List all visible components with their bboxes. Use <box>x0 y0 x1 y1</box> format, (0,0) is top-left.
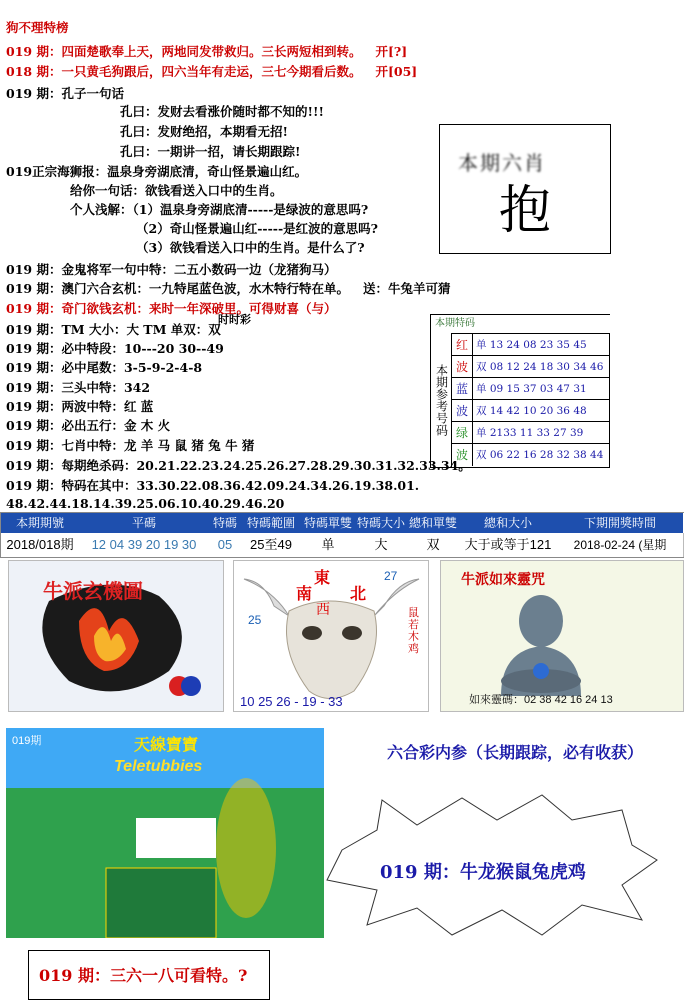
color-numbers: 双 06 22 16 28 32 38 44 <box>476 449 604 461</box>
line-period: 019 <box>6 164 33 179</box>
summary-header: 特碼 <box>209 513 242 533</box>
text-line <box>6 64 417 80</box>
skull-right: 北 <box>350 586 367 603</box>
skull-footer: 10 25 26 - 19 - 33 <box>240 694 343 709</box>
skull-left: 南 <box>296 586 313 603</box>
prediction-character: 抱 <box>498 181 551 241</box>
line-text: 两波中特：红 蓝 <box>61 399 154 414</box>
skull-image-card <box>233 560 429 712</box>
text-line <box>136 240 365 256</box>
summary-header: 特碼大小 <box>355 513 408 533</box>
color-wave-table <box>430 314 610 468</box>
text-line <box>6 478 419 494</box>
summary-cell: 大 <box>355 533 408 557</box>
color-numbers: 单 2133 11 33 27 39 <box>476 427 584 439</box>
line-period: 018 期： <box>6 64 62 79</box>
line-period: 019 期： <box>6 399 62 414</box>
buddha-title: 牛派如來靈咒 <box>461 571 545 587</box>
skull-number-a: 27 <box>384 569 398 583</box>
line-text: 每期绝杀码：20.21.22.23.24.25.26.27.28.29.30.31.32.33.34。 <box>61 458 471 473</box>
summary-cell: 2018-02-24 (星期 <box>557 533 684 557</box>
text-line <box>70 183 283 199</box>
line-text: 给你一句话：欲钱看送入口中的生肖。 <box>70 183 283 198</box>
color-tag: 波 <box>452 400 473 422</box>
text-line <box>6 164 307 180</box>
line-text: 个人浅解：（1）温泉身旁湖底清-----是绿波的意思吗? <box>70 202 369 217</box>
fire-image-card <box>8 560 224 712</box>
text-line <box>120 124 288 140</box>
text-line <box>6 301 336 317</box>
color-table-side: 本期参考号码 <box>431 333 452 467</box>
color-tag: 绿 <box>452 422 473 444</box>
line-period: 019 期： <box>6 478 62 493</box>
line-period: 019 期： <box>6 341 62 356</box>
text-line <box>120 104 324 120</box>
line-text: 孔子一句话 <box>61 86 124 101</box>
summary-header: 平碼 <box>79 513 210 533</box>
teletubbies-period: 019期 <box>12 735 42 747</box>
text-line <box>6 438 254 454</box>
text-line <box>6 418 170 434</box>
line-period: 019 期： <box>6 44 62 59</box>
text-line <box>6 380 150 396</box>
summary-cell: 05 <box>209 533 242 557</box>
line-text: 必中特段：10---20 30--49 <box>61 341 224 356</box>
text-line <box>6 360 202 376</box>
teletubbies-title: 天線寶寶 <box>134 737 199 754</box>
summary-cell: 25至49 <box>241 533 302 557</box>
bottom-note: 019 期：三六一八可看特。? <box>39 966 248 985</box>
line-period: 019 期： <box>6 360 62 375</box>
line-period: 019 期： <box>6 322 62 337</box>
summary-cell: 12 04 39 20 19 30 <box>79 533 210 557</box>
summary-cell: 大于或等于121 <box>459 533 558 557</box>
line-period: 019 期： <box>6 438 62 453</box>
color-row <box>452 377 609 400</box>
line-period: 019 期： <box>6 380 62 395</box>
line-period: 019 期： <box>6 418 62 433</box>
text-line <box>6 313 251 338</box>
text-line <box>6 496 284 512</box>
line-overlay: 时时彩 <box>218 313 251 326</box>
color-tag: 波 <box>452 444 473 466</box>
line-text: 特码在其中：33.30.22.08.36.42.09.24.34.26.19.38.01. <box>61 478 420 493</box>
text-line <box>70 202 368 218</box>
teletubbies-subtitle: Teletubbies <box>114 758 203 775</box>
bubble-prediction: 019 期：牛龙猴鼠兔虎鸡 <box>380 862 586 883</box>
line-text: 孔曰：发财去看涨价随时都不知的!!! <box>120 104 324 119</box>
text-line <box>120 144 301 160</box>
line-text: 一只黄毛狗跟后，四六当年有走运，三七今期看后数。 <box>61 64 362 79</box>
line-text: 孔曰：一期讲一招，请长期跟踪! <box>120 144 301 159</box>
summary-header: 總和大小 <box>459 513 558 533</box>
skull-number-b: 25 <box>248 613 262 627</box>
line-text: TM 大小：大 TM 单双：双 <box>61 322 221 337</box>
text-line <box>6 281 450 297</box>
line-suffix: 送：牛兔羊可猜 <box>362 281 451 296</box>
line-text: 四面楚歌奉上天，两地同发带救归。三长两短相到转。 <box>61 44 362 59</box>
color-row <box>452 421 609 444</box>
result-summary-table <box>0 512 684 558</box>
line-period: 019 期： <box>6 281 62 296</box>
line-text: 金鬼将军一句中特：二五小数码一边（龙猪狗马） <box>61 262 337 277</box>
skull-top: 東 <box>314 570 331 587</box>
summary-header: 總和單雙 <box>407 513 460 533</box>
text-line <box>6 458 471 474</box>
line-text: （2）奇山怪景遍山红-----是红波的意思吗? <box>136 221 378 236</box>
color-row <box>452 443 609 466</box>
text-line <box>6 44 407 60</box>
color-numbers: 单 13 24 08 23 35 45 <box>476 339 587 351</box>
color-numbers: 双 08 12 24 18 30 34 46 <box>476 361 604 373</box>
line-text: 三头中特：342 <box>61 380 151 395</box>
subtitle-caption: 六合彩内参（长期跟踪，必有收获） <box>387 743 644 762</box>
line-text: 七肖中特：龙 羊 马 鼠 猪 兔 牛 猪 <box>61 438 255 453</box>
text-line <box>6 341 224 357</box>
summary-cell: 2018/018期 <box>1 533 80 557</box>
summary-header: 下期開獎時間 <box>557 513 684 533</box>
summary-cell: 单 <box>301 533 356 557</box>
line-period: 019 期： <box>6 301 62 316</box>
color-row <box>452 399 609 422</box>
line-text: （3）欲钱看送入口中的生肖。是什么了? <box>136 240 365 255</box>
summary-header: 特碼範圍 <box>241 513 302 533</box>
teletubbies-card <box>6 728 324 938</box>
color-numbers: 双 14 42 10 20 36 48 <box>476 405 587 417</box>
fire-card-title: 牛派玄機圖 <box>43 581 143 603</box>
buddha-footer: 如來靈碼：02 38 42 16 24 13 <box>469 694 613 706</box>
line-text: 必中尾数：3-5-9-2-4-8 <box>61 360 203 375</box>
color-tag: 蓝 <box>452 378 473 400</box>
color-numbers: 单 09 15 37 03 47 31 <box>476 383 587 395</box>
summary-header: 特碼單雙 <box>301 513 356 533</box>
page-title: 狗不理特榜 <box>6 20 69 35</box>
buddha-image-card <box>440 560 684 712</box>
text-line <box>136 221 378 237</box>
line-text: 孔曰：发财绝招，本期看无招! <box>120 124 288 139</box>
line-period: 019 期： <box>6 86 62 101</box>
color-tag: 波 <box>452 356 473 378</box>
color-table-header: 本期特码 <box>431 315 613 333</box>
color-row <box>452 355 609 378</box>
line-text: 48.42.44.18.14.39.25.06.10.40.29.46.20 <box>6 496 285 511</box>
text-line <box>6 86 124 102</box>
color-row <box>452 333 609 356</box>
line-period: 019 期： <box>6 262 62 277</box>
color-tag: 红 <box>452 334 473 356</box>
line-suffix: 开[05] <box>375 64 418 79</box>
line-suffix: 开[?] <box>375 44 408 59</box>
summary-header: 本期期號 <box>1 513 80 533</box>
text-line <box>6 262 336 278</box>
text-line <box>6 399 153 415</box>
line-text: 必出五行：金 木 火 <box>61 418 171 433</box>
line-text: 正宗海狮报：温泉身旁湖底清，奇山怪景遍山红。 <box>32 164 308 179</box>
prediction-frame <box>439 124 611 254</box>
summary-cell: 双 <box>407 533 460 557</box>
line-text: 澳门六合玄机：一九特尾蓝色波，水木特行特在单。 <box>61 281 349 296</box>
skull-artwork <box>234 561 428 711</box>
blurred-caption: 本期六肖 <box>458 151 546 175</box>
bottom-note-box <box>28 950 270 1000</box>
skull-side-text: 鼠若木鸡 <box>408 607 419 655</box>
skull-bottom: 西 <box>316 601 330 617</box>
line-period: 019 期： <box>6 458 62 473</box>
line-text: 奇门欲钱玄机：来时一年深破里。可得财喜（与） <box>61 301 337 316</box>
